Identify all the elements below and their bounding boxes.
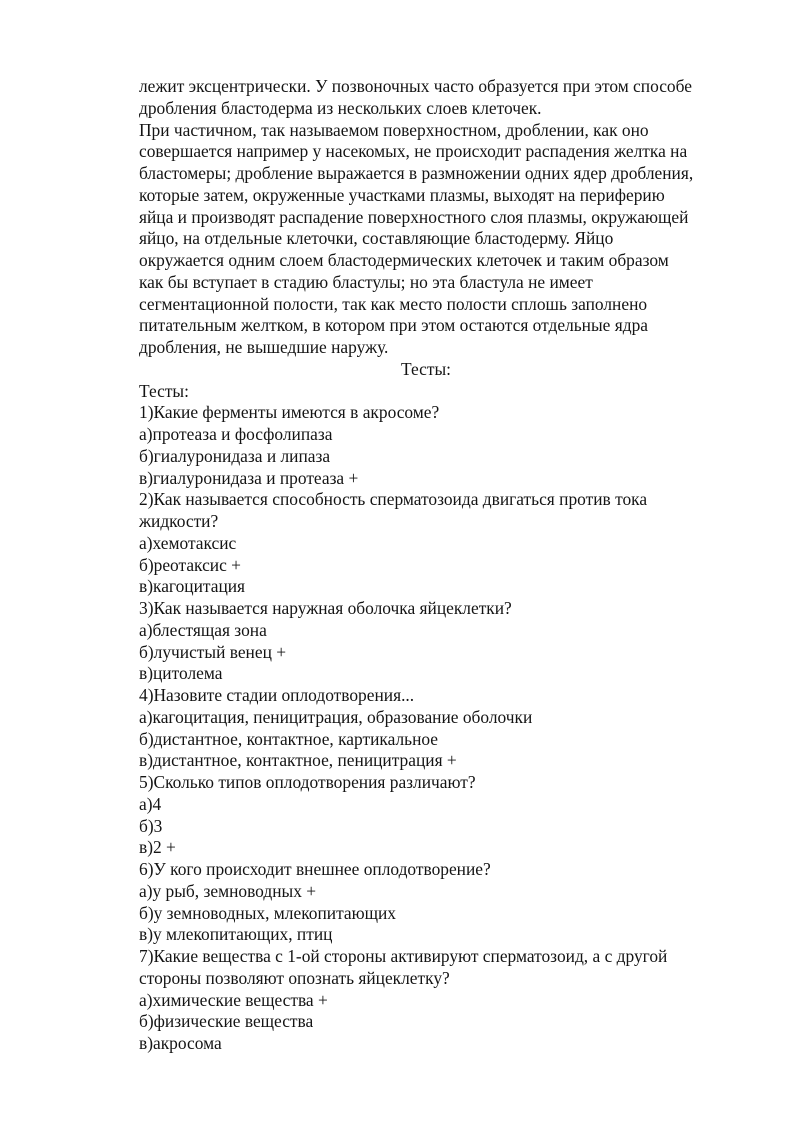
text-line: яйца и производят распадение поверхностного слоя плазмы, окружающей (139, 206, 689, 227)
question-line: стороны позволяют опознать яйцеклетку? (139, 967, 450, 988)
question-line: жидкости? (139, 511, 219, 531)
answer-line: б)дистантное, контактное, картикальное (139, 728, 439, 749)
answer-line: а)у рыб, земноводных + (139, 880, 317, 901)
text-line: окружается одним слоем бластодермических клеточек и таким образом (139, 250, 669, 270)
question-line: 7)Какие вещества с 1-ой стороны активируют сперматозоид, а с другой (139, 946, 668, 966)
answer-line: б)реотаксис + (139, 554, 241, 575)
answer-line: в)дистантное, контактное, пеницитрация + (139, 750, 457, 771)
answer-line: а)кагоцитация, пеницитрация, образование оболочки (139, 706, 533, 727)
question-line: 5)Сколько типов оплодотворения различают? (139, 772, 476, 792)
text-line: которые затем, окруженные участками плазмы, выходят на периферию (139, 184, 665, 205)
answer-line: а)протеаза и фосфолипаза (139, 424, 333, 444)
answer-line: а)хемотаксис (139, 532, 237, 553)
text-line: питательным желтком, в котором при этом остаются отдельные ядра (139, 315, 649, 336)
question-line: 6)У кого происходит внешнее оплодотворение? (139, 859, 491, 879)
document-body (139, 76, 749, 1055)
answer-line: в)цитолема (139, 663, 223, 684)
answer-line: в)у млекопитающих, птиц (139, 924, 333, 945)
question-line: 3)Как называется наружная оболочка яйцеклетки? (139, 598, 512, 618)
answer-line: б)гиалуронидаза и липаза (139, 445, 331, 466)
tests-centered-heading: Тесты: (401, 358, 451, 379)
answer-line: б)у земноводных, млекопитающих (139, 902, 396, 923)
text-line: дробления, не вышедшие наружу. (139, 337, 389, 357)
text-line: лежит эксцентрически. У позвоночных часто образуется при этом способе (139, 76, 692, 96)
answer-line: а)4 (139, 793, 162, 814)
text-line: бластомеры; дробление выражается в размножении одних ядер дробления, (139, 163, 694, 183)
text-line: При частичном, так называемом поверхностном, дроблении, как оно (139, 119, 649, 140)
answer-line: а)блестящая зона (139, 619, 267, 640)
text-line: сегментационной полости, так как место полости сплошь заполнено (139, 293, 648, 314)
answer-line: в)гиалуронидаза и протеаза + (139, 467, 359, 488)
intro-paragraph (139, 76, 749, 359)
tests-list (139, 402, 749, 1055)
text-line: совершается например у насекомых, не происходит распадения желтка на (139, 141, 688, 162)
answer-line: в)кагоцитация (139, 576, 246, 597)
answer-line: в)акросома (139, 1033, 222, 1053)
text-line: дробления бластодерма из нескольких слоев клеточек. (139, 97, 542, 118)
answer-line: а)химические вещества + (139, 989, 328, 1010)
answer-line: в)2 + (139, 837, 176, 858)
question-line: 2)Как называется способность сперматозоида двигаться против тока (139, 489, 648, 510)
answer-line: б)физические вещества (139, 1011, 314, 1032)
text-line: яйцо, на отдельные клеточки, составляющие бластодерму. Яйцо (139, 228, 614, 249)
question-line: 1)Какие ферменты имеются в акросоме? (139, 402, 440, 423)
question-line: 4)Назовите стадии оплодотворения... (139, 685, 415, 705)
answer-line: б)лучистый венец + (139, 641, 287, 662)
answer-line: б)3 (139, 815, 163, 836)
text-line: как бы вступает в стадию бластулы; но эта бластула не имеет (139, 271, 593, 292)
tests-heading: Тесты: (139, 380, 189, 401)
